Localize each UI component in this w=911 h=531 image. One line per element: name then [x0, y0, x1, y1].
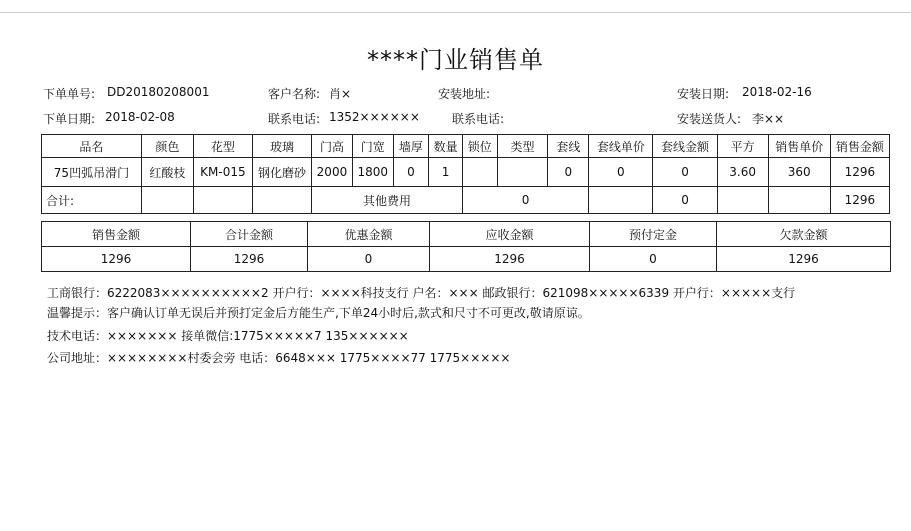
- page-title: ****门业销售单: [367, 46, 544, 74]
- table-row: [42, 158, 890, 187]
- sum-sales-amount: 1296: [830, 187, 889, 214]
- cell: [462, 158, 497, 187]
- col-header: 套线金额: [653, 135, 717, 158]
- bank-info: 工商银行：6222083××××××××××2 开户行：××××科技支行 户名：××× 邮政银行：621098×××××6339 开户行：×××××支行: [47, 286, 796, 300]
- cell: [252, 187, 311, 214]
- summary-header: 合计金额: [191, 222, 308, 247]
- summary-value: 1296: [717, 247, 891, 272]
- col-header: 玻璃: [252, 135, 311, 158]
- col-header: 品名: [42, 135, 142, 158]
- summary-value: 0: [308, 247, 430, 272]
- table-sum-row: [42, 187, 890, 214]
- cell: [717, 187, 768, 214]
- sum-label: 合计:: [42, 187, 142, 214]
- other-fee-label: 其他费用: [312, 187, 463, 214]
- col-header: 销售单价: [768, 135, 830, 158]
- col-header: 锁位: [462, 135, 497, 158]
- cell: 360: [768, 158, 830, 187]
- cell: 0: [653, 158, 717, 187]
- cell: 0: [589, 158, 653, 187]
- cell: [497, 158, 548, 187]
- cell: [768, 187, 830, 214]
- summary-header: 销售金额: [42, 222, 191, 247]
- col-header: 平方: [717, 135, 768, 158]
- phone2-label: 联系电话:: [452, 112, 505, 126]
- col-header: 门高: [312, 135, 353, 158]
- order-date: 2018-02-08: [105, 110, 175, 124]
- summary-value: 1296: [430, 247, 590, 272]
- payment-summary-table: [41, 221, 891, 272]
- cell: 钢化磨砂: [252, 158, 311, 187]
- summary-value-row: [42, 247, 891, 272]
- cell: 0: [548, 158, 589, 187]
- customer-label: 客户名称:: [268, 87, 321, 101]
- summary-value: 0: [590, 247, 717, 272]
- order-items-table: [41, 134, 890, 214]
- customer-name: 肖×: [329, 87, 352, 101]
- col-header: 套线: [548, 135, 589, 158]
- cell: 3.60: [717, 158, 768, 187]
- col-header: 类型: [497, 135, 548, 158]
- cell: 1800: [352, 158, 393, 187]
- phone1: 1352××××××: [329, 110, 420, 124]
- phone1-label: 联系电话:: [268, 112, 321, 126]
- install-date: 2018-02-16: [742, 85, 812, 99]
- other-fee-value: 0: [462, 187, 588, 214]
- col-header: 销售金额: [830, 135, 889, 158]
- company-address: 公司地址：××××××××村委会旁 电话：6648××× 1775××××77 1775×××××: [47, 351, 511, 365]
- order-date-label: 下单日期:: [43, 112, 96, 126]
- install-date-label: 安装日期:: [677, 87, 730, 101]
- cell: [589, 187, 653, 214]
- cell: 0: [393, 158, 429, 187]
- col-header: 花型: [193, 135, 252, 158]
- cell: 75凹弧吊滑门: [42, 158, 142, 187]
- tech-contact: 技术电话：××××××× 接单微信:1775×××××7 135××××××: [47, 329, 409, 343]
- installer: 李××: [752, 112, 785, 126]
- summary-header: 优惠金额: [308, 222, 430, 247]
- summary-header: 预付定金: [590, 222, 717, 247]
- col-header: 套线单价: [589, 135, 653, 158]
- order-no: DD20180208001: [107, 85, 210, 99]
- col-header: 墙厚: [393, 135, 429, 158]
- summary-value: 1296: [191, 247, 308, 272]
- summary-header-row: [42, 222, 891, 247]
- col-header: 数量: [429, 135, 463, 158]
- table-header-row: [42, 135, 890, 158]
- order-no-label: 下单单号:: [43, 87, 96, 101]
- summary-header: 应收金额: [430, 222, 590, 247]
- col-header: 门宽: [352, 135, 393, 158]
- address-label: 安装地址:: [438, 87, 491, 101]
- summary-header: 欠款金额: [717, 222, 891, 247]
- cell: 1296: [830, 158, 889, 187]
- cell: 2000: [312, 158, 353, 187]
- cell: 红酸枝: [141, 158, 193, 187]
- cell: KM-015: [193, 158, 252, 187]
- cell: [141, 187, 193, 214]
- cell: 1: [429, 158, 463, 187]
- sum-tao-amount: 0: [653, 187, 717, 214]
- notice: 温馨提示：客户确认订单无误后并预打定金后方能生产,下单24小时后,款式和尺寸不可更改,敬请原谅。: [47, 306, 590, 320]
- cell: [193, 187, 252, 214]
- col-header: 颜色: [141, 135, 193, 158]
- summary-value: 1296: [42, 247, 191, 272]
- installer-label: 安装送货人:: [677, 112, 742, 126]
- top-rule: [0, 12, 911, 13]
